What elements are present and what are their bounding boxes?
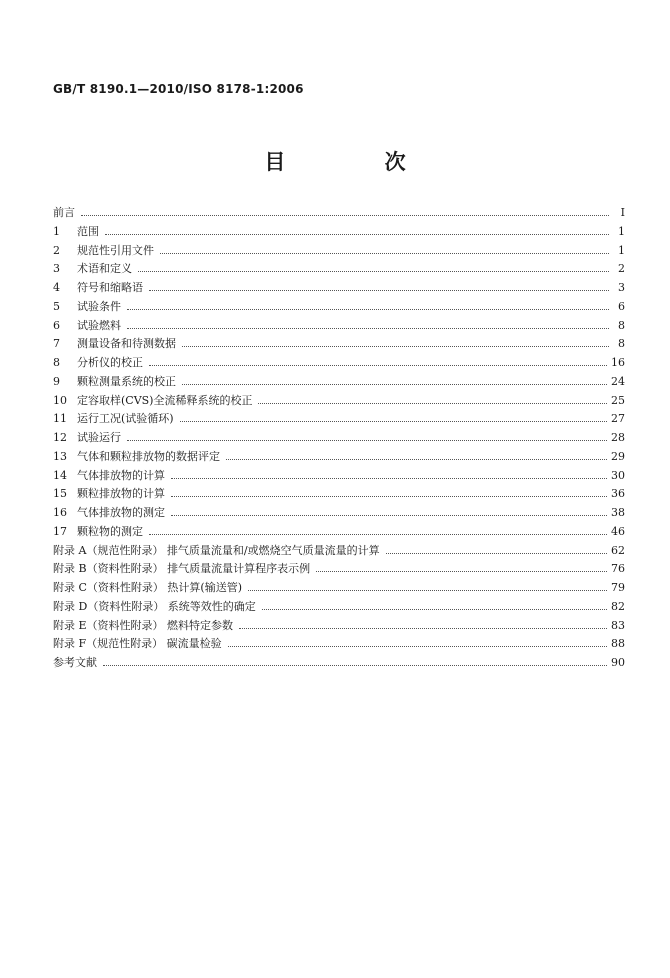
toc-entry-number: 13 [53,449,67,463]
dot-leader [262,608,607,610]
toc-entry[interactable] [53,579,625,598]
toc-entry[interactable] [53,523,625,542]
toc-entry-label: 运行工况(试验循环) [77,412,174,426]
toc-entry[interactable] [53,260,625,279]
toc-entry-page-number: 79 [611,581,625,594]
dot-leader [160,252,609,254]
toc-entry-label: 测量设备和待测数据 [77,337,176,351]
toc-entry-page-number: 1 [618,243,625,257]
dot-leader [182,383,607,385]
dot-leader [386,552,607,554]
toc-entry-label: 颗粒排放物的计算 [77,487,165,501]
toc-entry-number: 14 [53,468,67,482]
dot-leader [127,439,607,441]
toc-entry-label: 参考文献 [53,656,97,669]
toc-entry-page-number: 25 [611,393,625,407]
toc-entry[interactable] [53,560,625,579]
toc-entry[interactable] [53,654,625,673]
toc-entry[interactable] [53,317,625,336]
toc-entry[interactable] [53,542,625,561]
dot-leader [171,477,607,479]
toc-entry-number: 12 [53,431,67,444]
toc-entry-number: 2 [53,243,60,257]
toc-entry[interactable] [53,598,625,617]
toc-entry-number: 1 [53,224,60,238]
dot-leader [248,589,607,591]
toc-entry-number: 16 [53,506,67,519]
dot-leader [149,364,607,366]
toc-entry-label: 范围 [77,224,99,238]
toc-entry-label: 气体和颗粒排放物的数据评定 [77,449,220,463]
toc-entry-label: 附录 C（资料性附录） 热计算(输送管) [53,581,242,594]
toc-entry-number: 10 [53,393,67,407]
standard-id-header: GB/T 8190.1—2010/ISO 8178-1:2006 [53,82,304,96]
toc-entry-number: 5 [53,299,60,313]
toc-entry[interactable] [53,392,625,411]
dot-leader [258,402,607,404]
toc-entry-number: 15 [53,487,67,501]
dot-leader [149,533,607,535]
toc-entry[interactable] [53,467,625,486]
toc-entry-page-number: 90 [611,656,625,669]
toc-entry-page-number: 82 [611,599,625,613]
toc-entry[interactable] [53,617,625,636]
toc-entry-label: 试验燃料 [77,318,121,332]
toc-entry-label: 分析仪的校正 [77,356,143,369]
toc-entry[interactable] [53,635,625,654]
dot-leader [239,627,607,629]
dot-leader [316,570,607,572]
toc-entry-page-number: 2 [618,262,625,276]
toc-entry-label: 颗粒测量系统的校正 [77,374,176,388]
toc-entry-page-number: 36 [611,487,625,501]
toc-entry[interactable] [53,204,625,223]
toc-entry-label: 规范性引用文件 [77,243,154,257]
toc-entry-page-number: Ⅰ [620,206,625,219]
dot-leader [228,645,607,647]
toc-entry[interactable] [53,298,625,317]
toc-entry-label: 附录 A（规范性附录） 排气质量流量和/或燃烧空气质量流量的计算 [53,543,380,557]
toc-entry[interactable] [53,373,625,392]
toc-entry-label: 符号和缩略语 [77,281,143,294]
toc-entry-label: 颗粒物的测定 [77,524,143,538]
toc-entry-number: 4 [53,281,60,294]
toc-entry-label: 气体排放物的计算 [77,468,165,482]
table-of-contents [53,204,625,673]
toc-entry-page-number: 28 [611,431,625,444]
toc-entry[interactable] [53,279,625,298]
toc-entry-page-number: 38 [611,506,625,519]
dot-leader [127,308,609,310]
toc-entry-page-number: 3 [618,281,625,294]
toc-entry[interactable] [53,223,625,242]
toc-entry-label: 试验条件 [77,299,121,313]
toc-entry-label: 气体排放物的测定 [77,506,165,519]
toc-entry-page-number: 30 [611,468,625,482]
toc-entry-page-number: 46 [611,524,625,538]
toc-entry-page-number: 27 [611,412,625,426]
toc-entry-page-number: 16 [611,356,625,369]
toc-entry-label: 附录 F（规范性附录） 碳流量检验 [53,637,222,651]
dot-leader [149,289,609,291]
dot-leader [103,664,607,666]
toc-entry-page-number: 8 [618,318,625,332]
toc-entry[interactable] [53,354,625,373]
toc-entry-label: 定容取样(CVS)全流稀释系统的校正 [77,393,253,407]
toc-entry[interactable] [53,485,625,504]
dot-leader [171,495,607,497]
toc-entry[interactable] [53,410,625,429]
toc-entry-page-number: 76 [611,562,625,576]
toc-entry[interactable] [53,429,625,448]
toc-entry-label: 试验运行 [77,431,121,444]
toc-entry-page-number: 29 [611,449,625,463]
dot-leader [138,270,609,272]
toc-entry-number: 9 [53,374,60,388]
toc-entry-number: 6 [53,318,60,332]
toc-entry-number: 8 [53,356,60,369]
toc-entry[interactable] [53,504,625,523]
dot-leader [127,327,609,329]
toc-entry-number: 7 [53,337,60,351]
toc-entry-page-number: 88 [611,637,625,651]
toc-entry-number: 17 [53,524,67,538]
toc-entry-page-number: 1 [618,224,625,238]
toc-entry-page-number: 6 [618,299,625,313]
dot-leader [182,345,609,347]
toc-entry-number: 11 [53,412,67,426]
dot-leader [105,233,609,235]
toc-entry-label: 前言 [53,206,75,219]
toc-entry-page-number: 8 [618,337,625,351]
toc-entry-page-number: 24 [611,374,625,388]
toc-entry[interactable] [53,448,625,467]
dot-leader [180,420,607,422]
toc-entry-label: 附录 B（资料性附录） 排气质量流量计算程序表示例 [53,562,311,576]
page-title: 目 次 [264,150,452,174]
toc-entry-page-number: 83 [611,618,625,632]
dot-leader [81,214,609,216]
toc-entry[interactable] [53,242,625,261]
toc-entry-page-number: 62 [611,543,625,557]
toc-entry-label: 术语和定义 [77,262,132,276]
dot-leader [226,458,607,460]
toc-entry-label: 附录 E（资料性附录） 燃料特定参数 [53,618,234,632]
dot-leader [171,514,607,516]
toc-entry[interactable] [53,335,625,354]
toc-entry-label: 附录 D（资料性附录） 系统等效性的确定 [53,599,256,613]
toc-entry-number: 3 [53,262,60,276]
